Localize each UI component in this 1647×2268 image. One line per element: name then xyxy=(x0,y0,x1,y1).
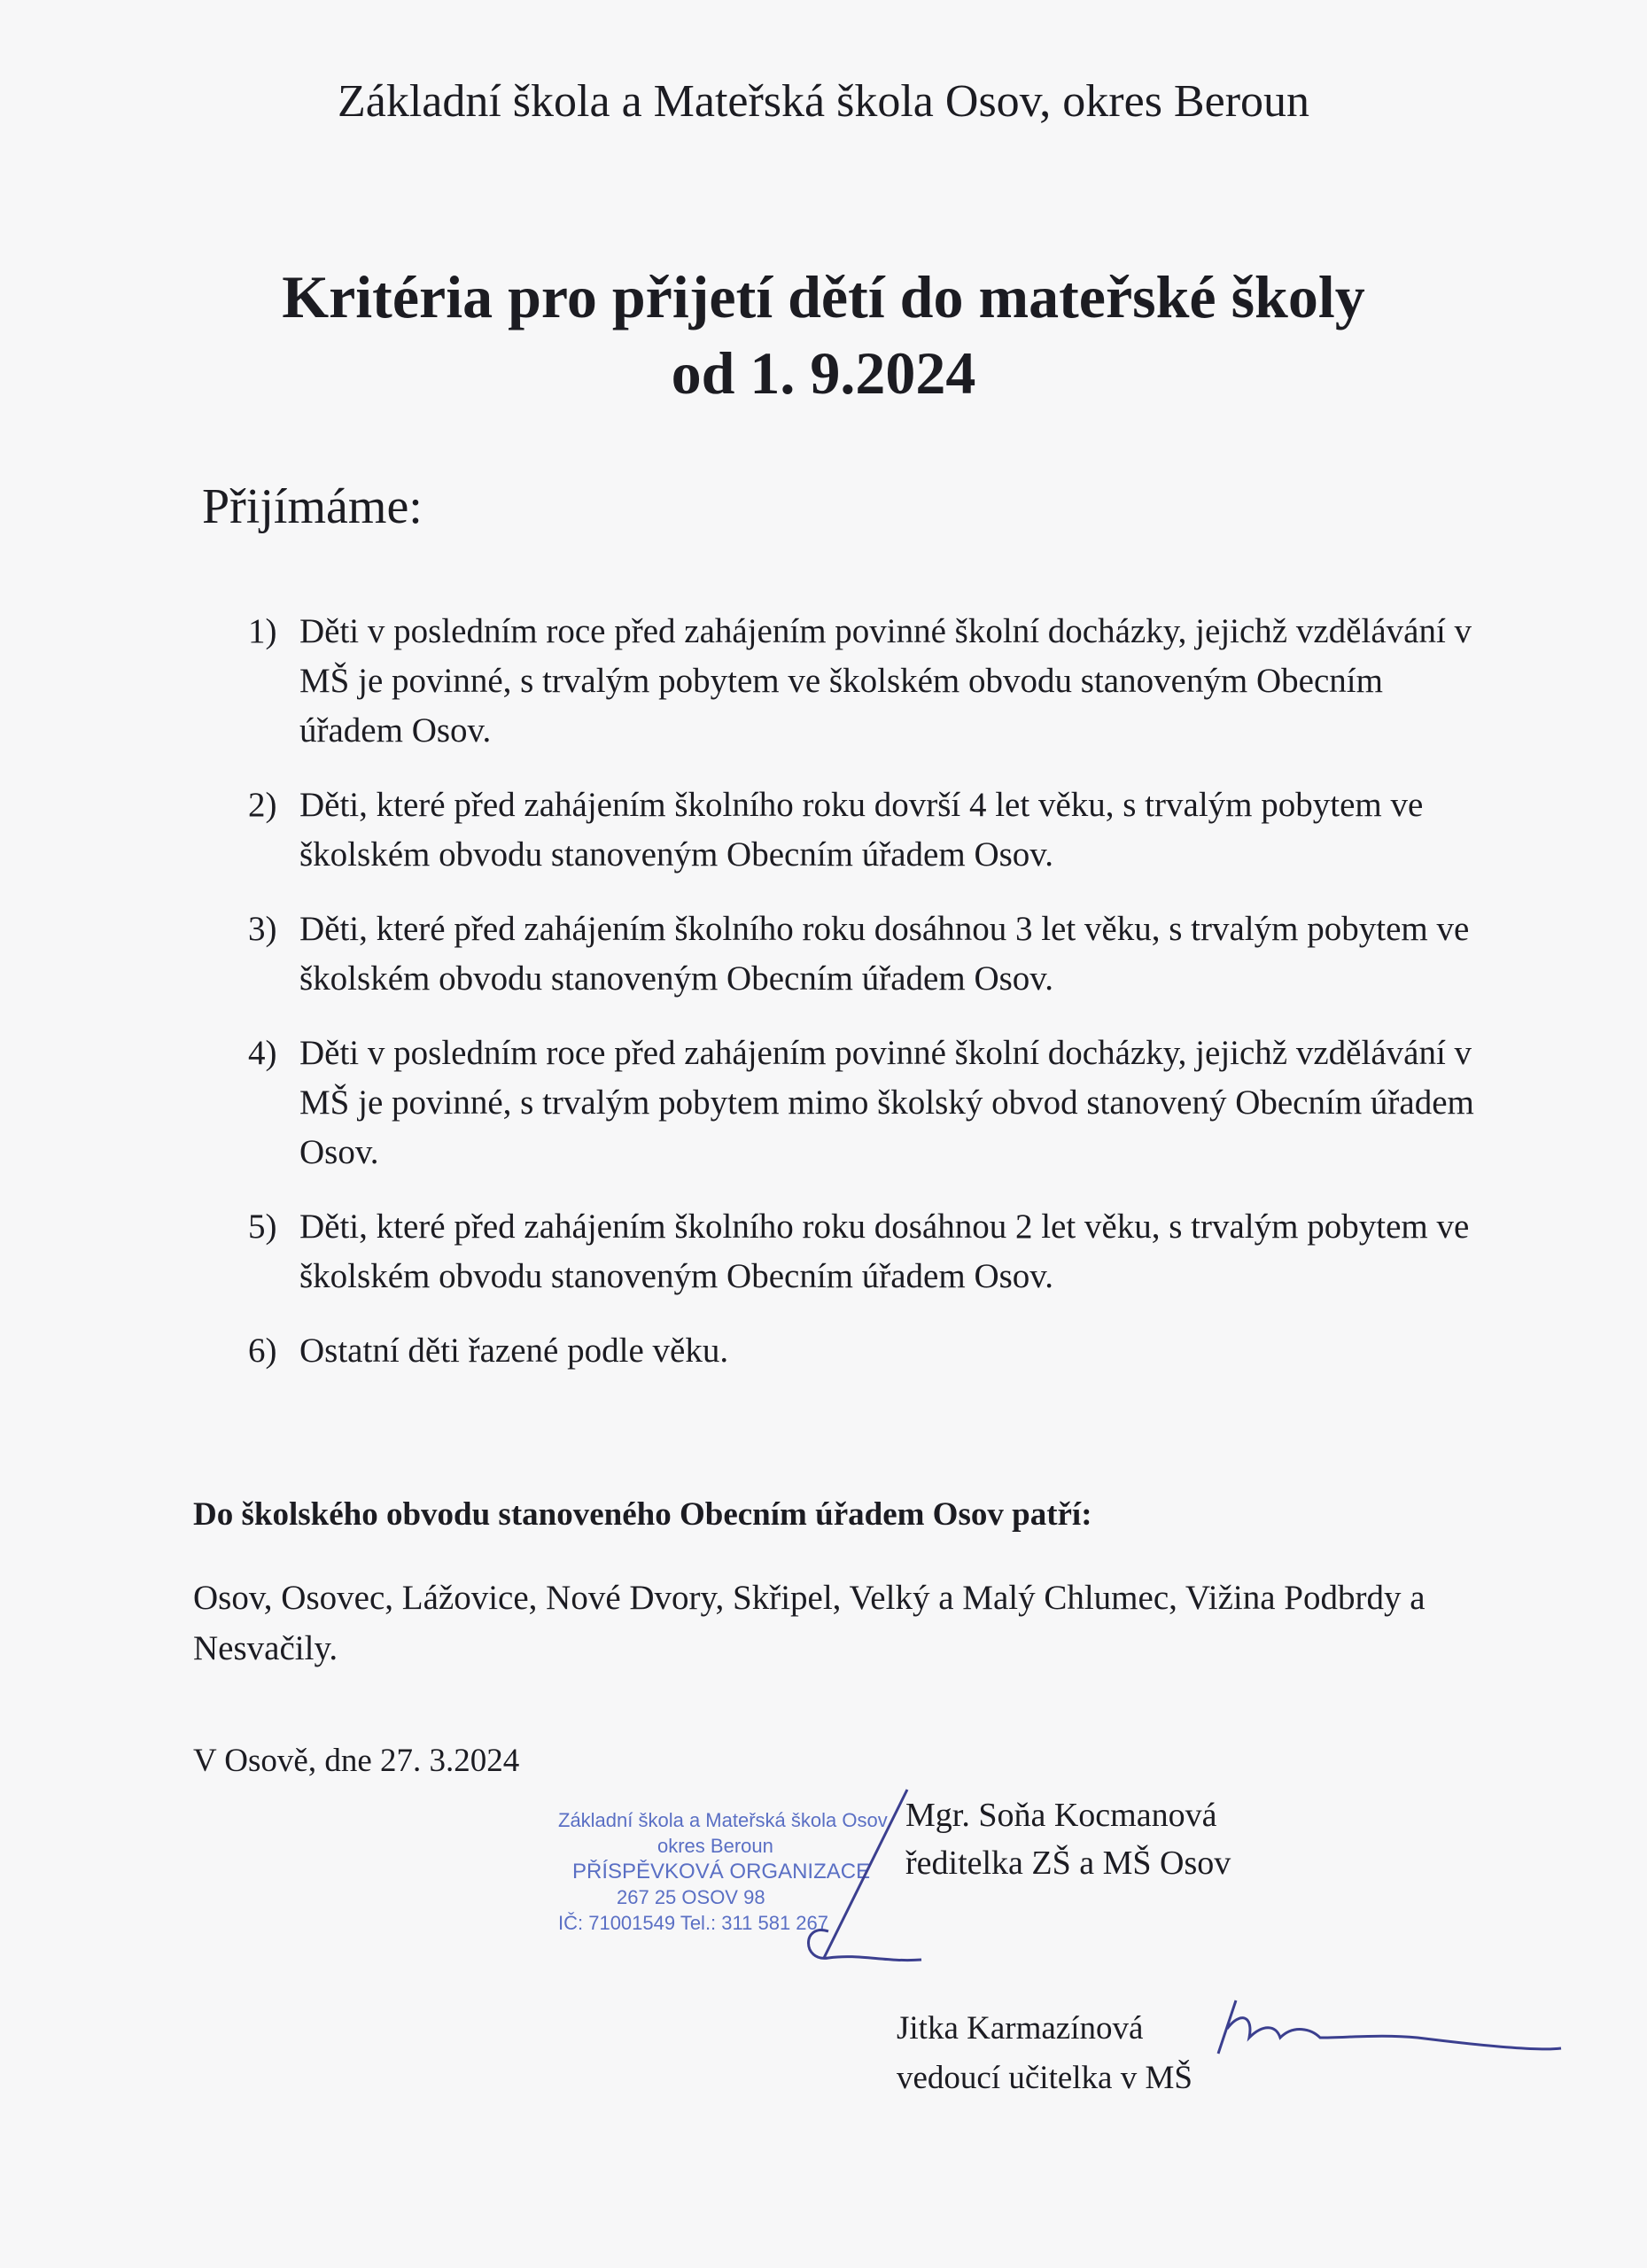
criterion-text: Děti, které před zahájením školního roku dosáhnou 2 let věku, s trvalým pobytem ve školském obvodu stanoveným Obecním úřadem Osov. xyxy=(299,1208,1470,1295)
school-district-heading: Do školského obvodu stanoveného Obecním úřadem Osov patří: xyxy=(193,1496,1092,1533)
intro-label: Přijímáme: xyxy=(202,479,423,534)
title-line-2: od 1. 9.2024 xyxy=(671,339,976,407)
place-and-date: V Osově, dne 27. 3.2024 xyxy=(193,1743,520,1779)
stamp-line: PŘÍSPĚVKOVÁ ORGANIZACE xyxy=(572,1860,871,1884)
criterion-number: 6) xyxy=(248,1332,277,1370)
criterion-text: Děti, které před zahájením školního roku dosáhnou 3 let věku, s trvalým pobytem ve školském obvodu stanoveným Obecním úřadem Osov. xyxy=(299,910,1470,998)
stamp-line: Základní škola a Mateřská škola Osov xyxy=(558,1809,888,1831)
director-signature-block xyxy=(905,1791,1231,1887)
teacher-signature-stroke xyxy=(1218,2000,1561,2054)
criterion-text: Děti, které před zahájením školního roku dovrší 4 let věku, s trvalým pobytem ve školském obvodu stanoveným Obecním úřadem Osov. xyxy=(299,786,1424,874)
criterion-number: 2) xyxy=(248,786,277,824)
criterion-number: 5) xyxy=(248,1208,277,1246)
school-header: Základní škola a Mateřská škola Osov, okres Beroun xyxy=(337,76,1310,127)
director-signature-stroke xyxy=(809,1790,922,1961)
teacher-signature-block xyxy=(897,2004,1193,2103)
criterion-number: 4) xyxy=(248,1034,277,1072)
stamp-line: IČ: 71001549 Tel.: 311 581 267 xyxy=(558,1912,828,1934)
teacher-role: vedoucí učitelka v MŠ xyxy=(897,2060,1193,2096)
director-role: ředitelka ZŠ a MŠ Osov xyxy=(905,1845,1231,1882)
criterion-number: 3) xyxy=(248,910,277,948)
teacher-name: Jitka Karmazínová xyxy=(897,2010,1144,2047)
director-name: Mgr. Soňa Kocmanová xyxy=(905,1797,1217,1834)
stamp-line: 267 25 OSOV 98 xyxy=(617,1886,765,1908)
title-line-1: Kritéria pro přijetí dětí do mateřské školy xyxy=(282,263,1365,330)
criterion-text: Ostatní děti řazené podle věku. xyxy=(299,1332,729,1370)
criterion-text: Děti v posledním roce před zahájením povinné školní docházky, jejichž vzdělávání v MŠ je povinné, s trvalým pobytem mimo školský obvod stanovený Obecním úřadem Osov. xyxy=(299,1034,1474,1171)
school-district-list: Osov, Osovec, Lážovice, Nové Dvory, Skřipel, Velký a Malý Chlumec, Vižina Podbrdy a Nesvačily. xyxy=(193,1579,1426,1667)
stamp-line: okres Beroun xyxy=(657,1835,773,1857)
criterion-number: 1) xyxy=(248,612,277,650)
criterion-text: Děti v posledním roce před zahájením povinné školní docházky, jejichž vzdělávání v MŠ je povinné, s trvalým pobytem ve školském obvodu stanoveným Obecním úřadem Osov. xyxy=(299,612,1472,750)
